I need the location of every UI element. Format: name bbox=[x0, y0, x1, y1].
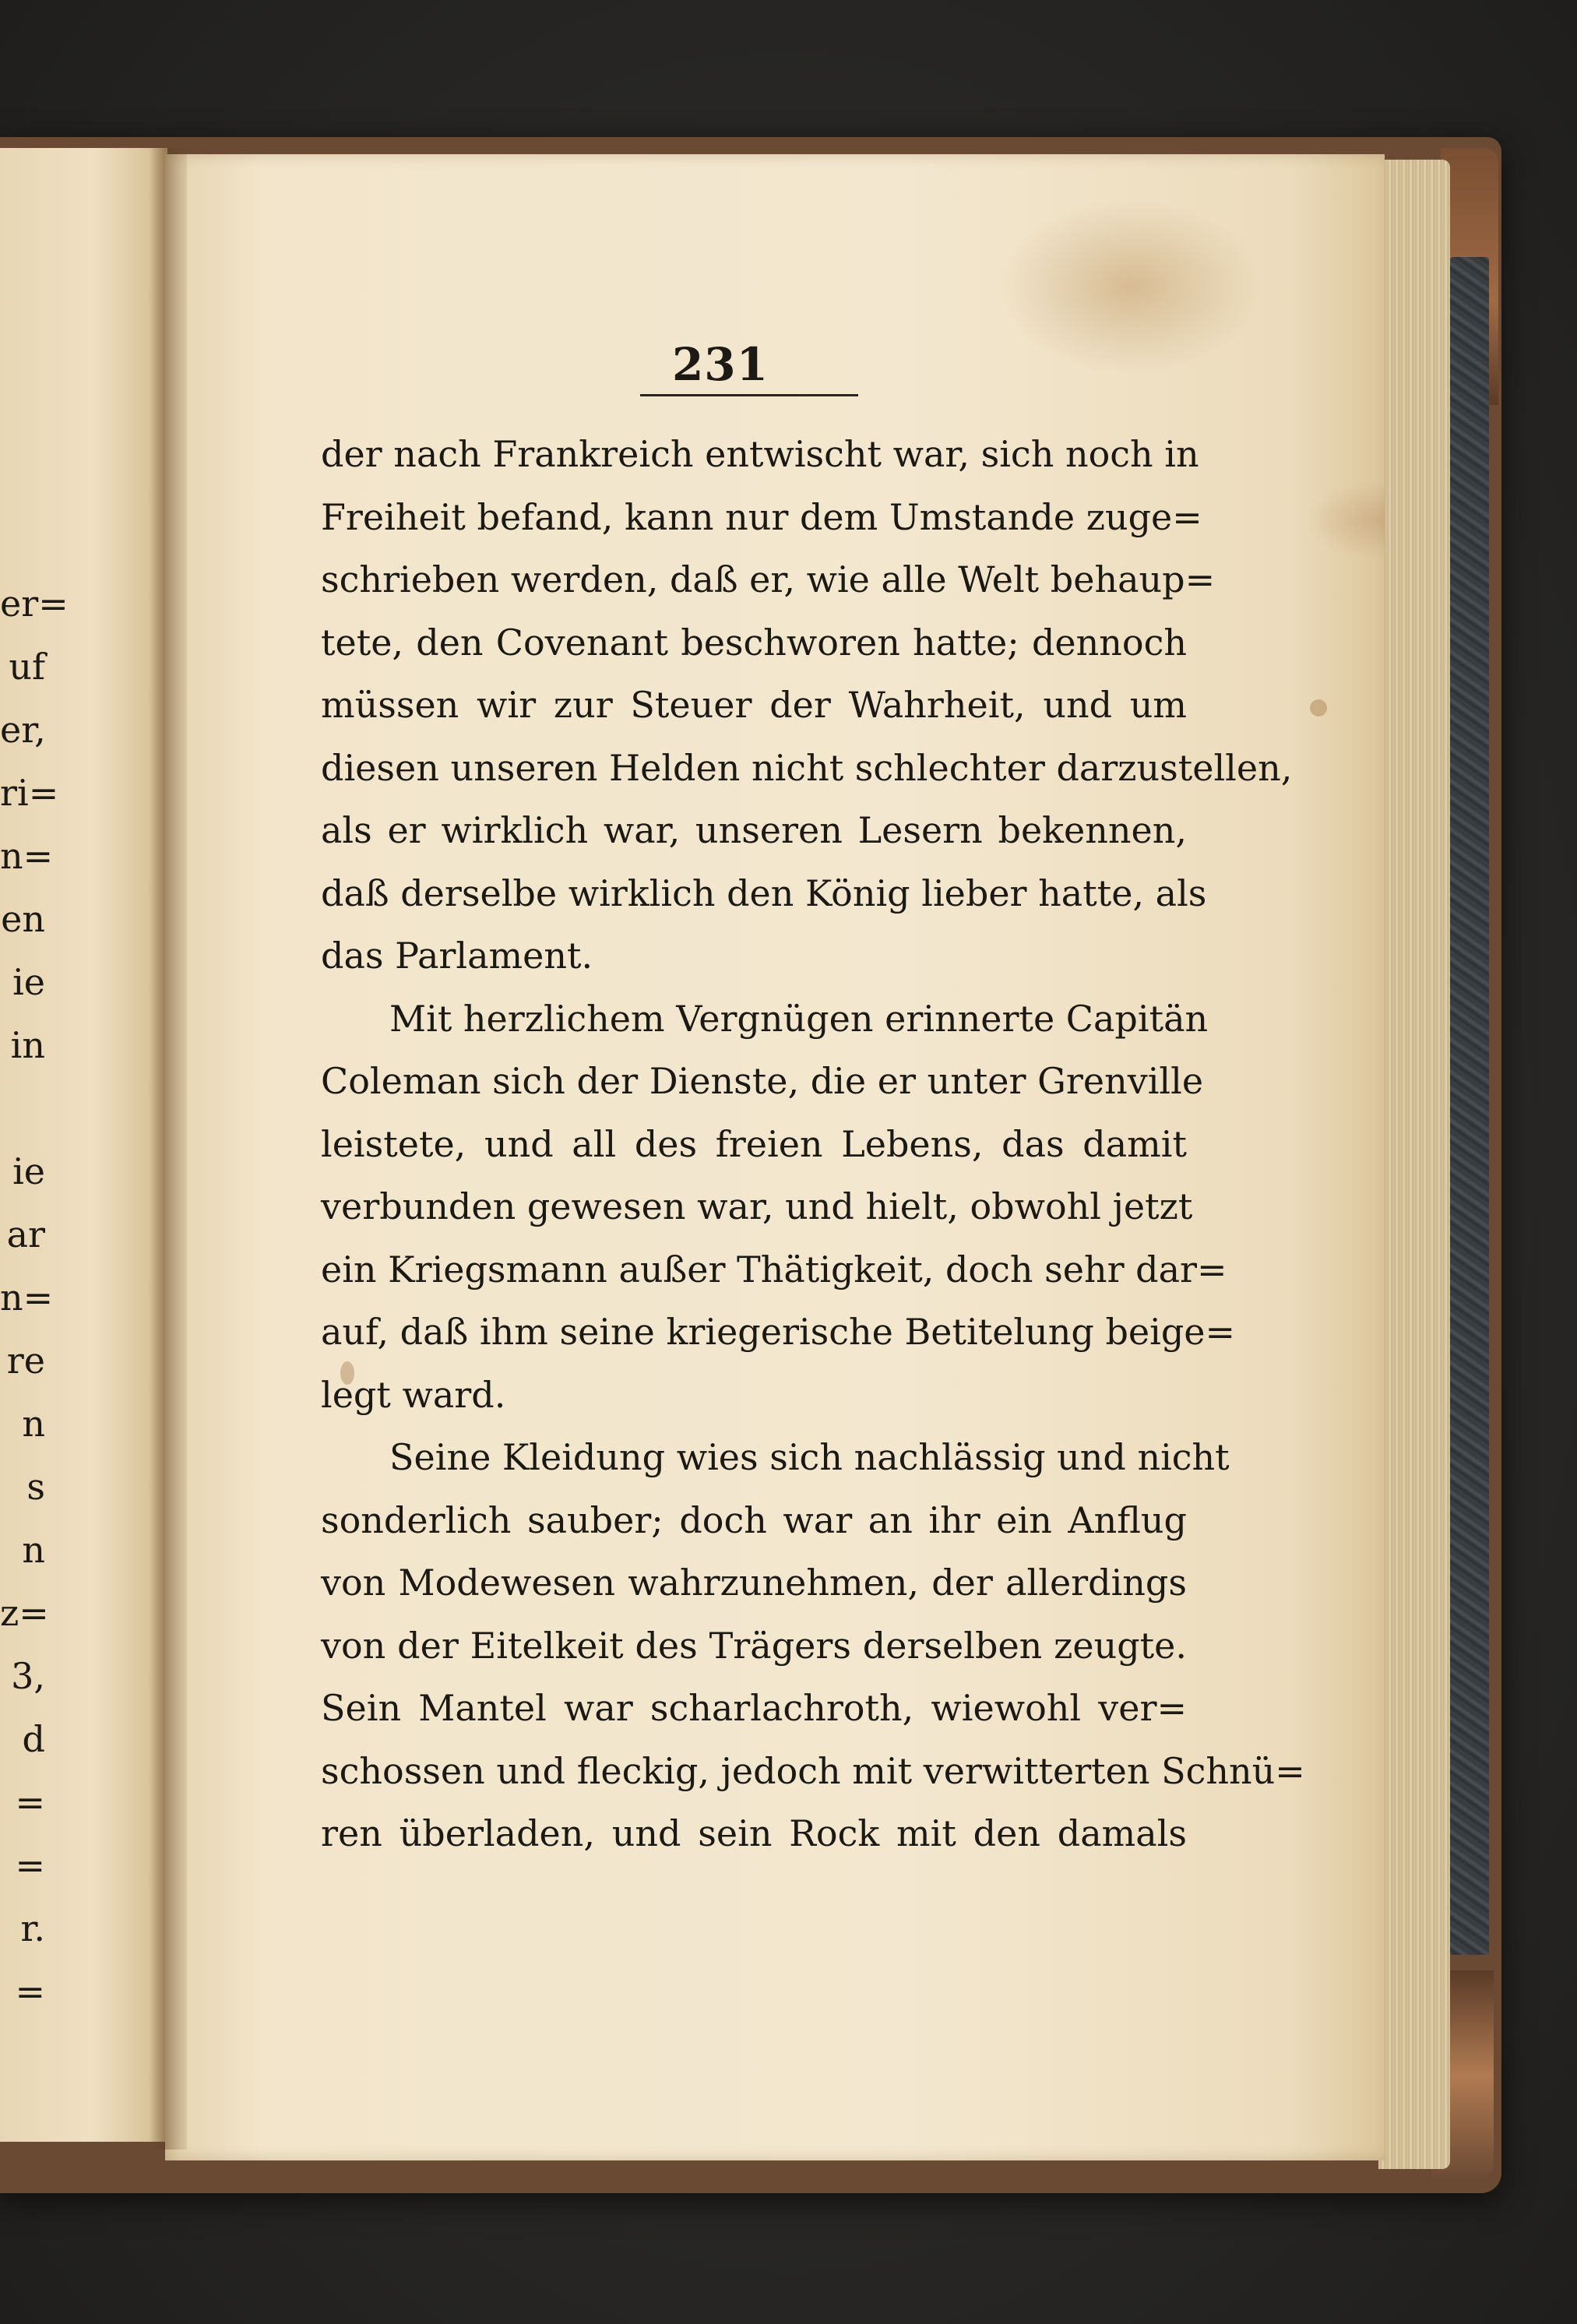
left-fragment: er, bbox=[0, 709, 46, 751]
page-number: 231 bbox=[671, 338, 769, 391]
text-line: auf, daß ihm seine kriegerische Betitelung beige= bbox=[321, 1311, 1236, 1353]
cover-marble-edge bbox=[1450, 257, 1489, 1955]
left-fragment: = bbox=[15, 1844, 45, 1886]
text-line: müssen wir zur Steuer der Wahrheit, und um bbox=[321, 684, 1187, 726]
text-line: verbunden gewesen war, und hielt, obwohl jetzt bbox=[321, 1185, 1193, 1227]
left-fragment: en bbox=[1, 898, 45, 940]
left-fragment: ri= bbox=[0, 772, 59, 814]
left-fragment: r. bbox=[20, 1907, 45, 1949]
left-fragment: = bbox=[15, 1970, 45, 2012]
left-fragment: n bbox=[22, 1529, 45, 1571]
right-page bbox=[165, 154, 1385, 2160]
left-fragment: s bbox=[26, 1466, 45, 1508]
text-line: Mit herzlichem Vergnügen erinnerte Capitän bbox=[389, 997, 1209, 1040]
text-line: leistete, und all des freien Lebens, das damit bbox=[321, 1122, 1187, 1165]
text-line: Seine Kleidung wies sich nachlässig und nicht bbox=[389, 1436, 1230, 1478]
text-line: diesen unseren Helden nicht schlechter darzustellen, bbox=[321, 746, 1293, 789]
left-fragment: ar bbox=[6, 1213, 45, 1255]
text-line: als er wirklich war, unseren Lesern bekennen, bbox=[321, 809, 1187, 851]
left-fragment: re bbox=[6, 1340, 45, 1382]
text-line: tete, den Covenant beschworen hatte; dennoch bbox=[321, 621, 1187, 664]
text-line: das Parlament. bbox=[321, 935, 593, 977]
left-fragment: uf bbox=[9, 646, 45, 688]
text-line: Sein Mantel war scharlachroth, wiewohl ver= bbox=[321, 1687, 1187, 1729]
left-fragment: = bbox=[15, 1781, 45, 1823]
left-page-text-fragments bbox=[0, 572, 69, 2023]
page-stack-edge bbox=[1378, 160, 1450, 2169]
text-line: schrieben werden, daß er, wie alle Welt behaup= bbox=[321, 558, 1216, 600]
body-text bbox=[321, 423, 1305, 1865]
left-page bbox=[0, 148, 167, 2142]
text-line: Freiheit befand, kann nur dem Umstande zuge= bbox=[321, 495, 1202, 538]
left-fragment: n= bbox=[0, 835, 54, 877]
text-line: von Modewesen wahrzunehmen, der allerdings bbox=[321, 1562, 1187, 1604]
left-fragment: 3, bbox=[11, 1655, 45, 1697]
text-line: ren überladen, und sein Rock mit den damals bbox=[321, 1812, 1187, 1854]
left-fragment: ie bbox=[12, 1150, 45, 1192]
text-line: ein Kriegsmann außer Thätigkeit, doch sehr dar= bbox=[321, 1248, 1227, 1291]
page-number-rule bbox=[640, 394, 858, 396]
left-fragment: z= bbox=[0, 1592, 49, 1634]
text-line: daß derselbe wirklich den König lieber hatte, als bbox=[321, 872, 1207, 914]
left-fragment: er= bbox=[0, 583, 69, 625]
text-line: Coleman sich der Dienste, die er unter Grenville bbox=[321, 1060, 1204, 1102]
text-line: legt ward. bbox=[321, 1373, 506, 1416]
gutter-shadow bbox=[148, 148, 187, 2150]
text-line: von der Eitelkeit des Trägers derselben zeugte. bbox=[321, 1624, 1187, 1667]
left-fragment: in bbox=[10, 1024, 45, 1066]
foxing-spot bbox=[1310, 699, 1327, 717]
text-line: schossen und fleckig, jedoch mit verwitterten Schnü= bbox=[321, 1749, 1305, 1792]
text-line: sonderlich sauber; doch war an ihr ein Anflug bbox=[321, 1498, 1187, 1541]
left-fragment: n= bbox=[0, 1276, 54, 1319]
left-fragment bbox=[0, 1077, 47, 1140]
left-fragment: ie bbox=[12, 961, 45, 1003]
left-fragment: d bbox=[22, 1718, 45, 1760]
left-fragment: n bbox=[22, 1403, 45, 1445]
text-line: der nach Frankreich entwischt war, sich noch in bbox=[321, 433, 1199, 475]
